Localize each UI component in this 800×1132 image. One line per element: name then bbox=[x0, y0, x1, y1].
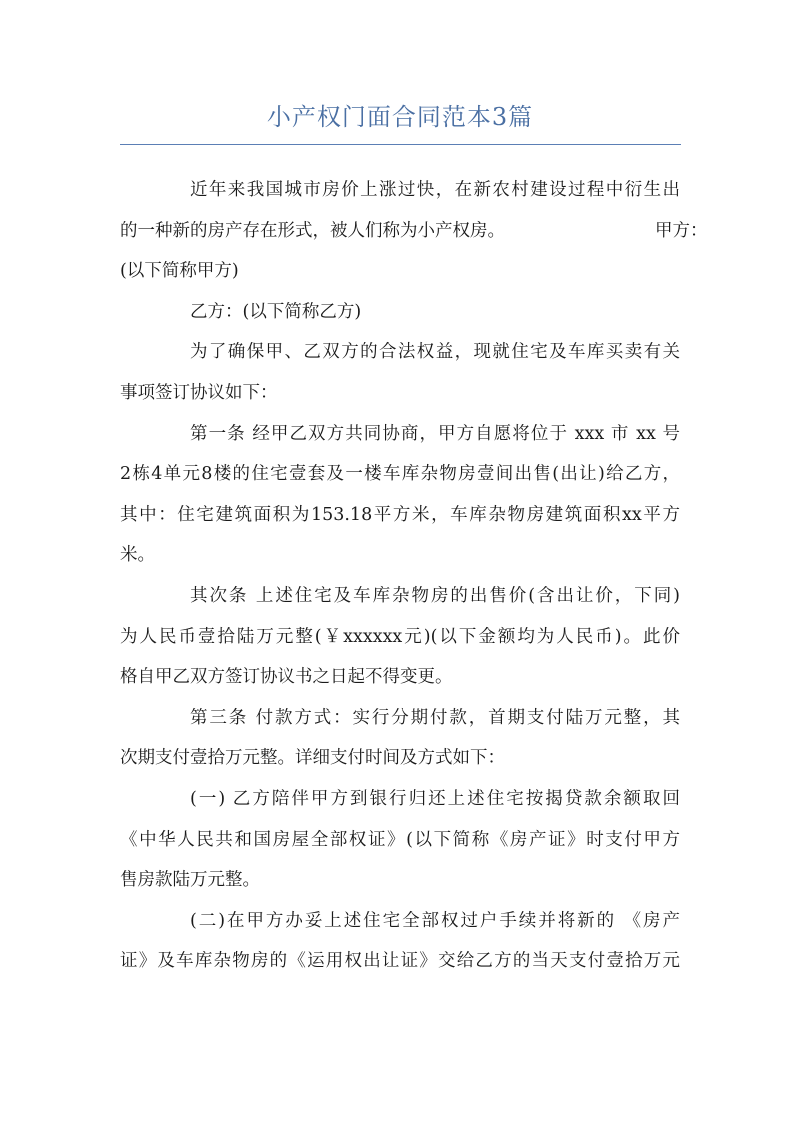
paragraph-line: 为了确保甲、乙双方的合法权益，现就住宅及车库买卖有关 bbox=[190, 342, 680, 363]
paragraph-line: (一) 乙方陪伴甲方到银行归还上述住宅按揭贷款余额取回 bbox=[190, 788, 680, 809]
paragraph-line: 其中：住宅建筑面积为153.18平方米，车库杂物房建筑面积xx平方 bbox=[120, 504, 680, 525]
paragraph-line: 售房款陆万元整。 bbox=[120, 870, 260, 891]
paragraph-line: 格自甲乙双方签订协议书之日起不得变更。 bbox=[120, 667, 453, 688]
paragraph-line: 第三条 付款方式：实行分期付款，首期支付陆万元整，其 bbox=[190, 707, 680, 728]
paragraph-line bbox=[120, 211, 708, 252]
paragraph-text: 的一种新的房产存在形式，被人们称为小产权房。 bbox=[120, 220, 505, 241]
paragraph-line: 近年来我国城市房价上涨过快，在新农村建设过程中衍生出 bbox=[190, 180, 680, 200]
paragraph-line: (二)在甲方办妥上述住宅全部权过户手续并将新的 《房产 bbox=[190, 910, 680, 931]
paragraph-line: 为人民币壹拾陆万元整(￥xxxxxx元)(以下金额均为人民币)。此价 bbox=[120, 626, 680, 647]
paragraph-line: 证》及车库杂物房的《运用权出让证》交给乙方的当天支付壹拾万元 bbox=[120, 951, 680, 972]
paragraph-line: 米。 bbox=[120, 545, 155, 566]
paragraph-line: 次期支付壹拾万元整。详细支付时间及方式如下： bbox=[120, 748, 505, 769]
title-underline bbox=[120, 144, 681, 145]
paragraph-line: 其次条 上述住宅及车库杂物房的出售价(含出让价，下同) bbox=[190, 585, 680, 606]
paragraph-line: 乙方：(以下简称乙方) bbox=[190, 301, 362, 322]
paragraph-line: 事项签订协议如下： bbox=[120, 382, 278, 403]
document-title: 小产权门面合同范本3篇 bbox=[266, 103, 534, 131]
paragraph-line: (以下简称甲方) bbox=[120, 261, 239, 282]
paragraph-line: 《中华人民共和国房屋全部权证》(以下简称《房产证》时支付甲方 bbox=[120, 829, 680, 850]
document-body bbox=[120, 170, 708, 982]
paragraph-line: 2栋4单元8楼的住宅壹套及一楼车库杂物房壹间出售(出让)给乙方， bbox=[120, 464, 680, 485]
paragraph-line: 第一条 经甲乙双方共同协商，甲方自愿将位于 xxx 市 xx 号 bbox=[190, 423, 680, 444]
party-a-label: 甲方： bbox=[655, 220, 708, 241]
